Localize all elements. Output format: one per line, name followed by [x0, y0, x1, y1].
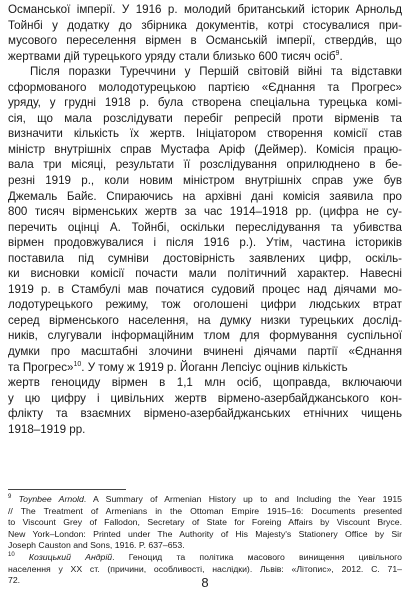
- text-line: лодотурецького режиму, тож оголошені цифри людських втрат: [8, 298, 402, 312]
- text-line: Османської імперії. У 1916 р. молодий британський історик Арнольд: [8, 3, 402, 16]
- text-line: перечить оцінці А. Тойнбі, оскільки переслідування та убивства: [8, 220, 402, 234]
- page-number: 8: [201, 575, 209, 590]
- footnote-ref-10[interactable]: 10: [73, 360, 82, 368]
- text-line: поставила під сумніви достовірність заявлених цифр, оскіль-: [8, 251, 402, 265]
- text-fragment: . У тому ж 1919 р. Йоганн Лепсіус оцінив кількість: [81, 360, 348, 374]
- footnote-line: to Viscount Grey of Fallodon, Secretary of State for Foreing Affairs by Viscount Bryce.: [8, 517, 402, 528]
- text-line: [8, 49, 402, 65]
- text-fragment: жертвами дій турецького уряду стали близько 600 тисяч осіб: [8, 49, 336, 63]
- footnotes: [8, 494, 402, 587]
- footnote-line: New York–London: Printed under The Authority of His Majesty's Stationery Office by Sir: [8, 528, 402, 539]
- footnote-text: . A Summary of Armenian History up to and Including the Year 1915: [83, 494, 402, 504]
- footnote-author: Козицький Андрій: [28, 551, 113, 562]
- text-line: 1918–1919 рр.: [8, 422, 86, 436]
- text-line: флікту та взаємних вірмено-азербайджанських етнічних чищень: [8, 407, 402, 421]
- text-line: резні 1919 р., коли новим міністром внутрішніх справ уже був: [8, 174, 402, 188]
- footnote-10: [8, 552, 402, 564]
- text-line: у цю цифру і цивільних жертв вірмено-азербайджанського кон-: [8, 391, 402, 405]
- text-line: сія, що мала розслідувати перебіг репресій проти вірменів та: [8, 111, 402, 125]
- footnote-text: . Геноцид та політика масового винищення цивільного: [112, 551, 402, 562]
- text-fragment: .: [339, 49, 343, 63]
- text-line: уряду, у грудні 1918 р. була створена спеціальна турецька комі-: [8, 96, 402, 110]
- text-line: жертв геноциду вірмен в 1,1 млн осіб, щоправда, включаючи: [8, 376, 402, 390]
- footnote-number: 10: [8, 552, 15, 559]
- footnote-ref-9[interactable]: 9: [335, 49, 340, 57]
- text-line: Джемаль Байє. Спираючись на архівні дані комісія заявила про: [8, 189, 402, 203]
- footnote-number: 9: [8, 494, 12, 501]
- text-line: Тойнбі у додатку до збірника документів, котрі стосувалися при-: [8, 18, 402, 32]
- text-line: ки висновки комісії почасти мали політичний характер. Навесні: [8, 267, 402, 281]
- text-line: вала три місяці, результати її розслідування оприлюднено в бе-: [8, 158, 402, 172]
- text-line: думки про масштабні злочини вчинені діячами партії «Єднання: [8, 345, 402, 359]
- text-line: визначити кількість їх жертв. Ініціатором створення комісії став: [8, 127, 402, 141]
- text-line: вірмен продовжувалися і після 1916 р.). Утім, частина істориків: [8, 236, 402, 250]
- main-text: [8, 2, 402, 437]
- footnote-divider: [8, 489, 126, 490]
- footnote-author: Toynbee Arnold: [18, 494, 84, 504]
- text-line: 800 тисяч вірменських жертв за час 1914–1918 рр. (цифра не су-: [8, 205, 402, 219]
- footnote-line: Joseph Causton and Sons, 1916. P. 637–653.: [8, 540, 185, 551]
- text-line: 1919 р. в Стамбулі мав початися судовий процес над діячами мо-: [8, 282, 402, 296]
- text-fragment: та Прогрес»: [8, 360, 74, 374]
- footnote-line: // The Treatment of Armenians in the Ottoman Empire 1915–16: Documents presented: [8, 505, 402, 516]
- text-line: міністр внутрішніх справ Мустафа Аріф (Деймер). Комісія працю-: [8, 142, 402, 156]
- text-line: ників, слугували інформаційним тлом для формування суспільної: [8, 329, 402, 343]
- footnote-line: населення у ХХ ст. (причини, особливості, наслідки). Львів: «Літопис», 2012. С. 71–: [8, 563, 402, 574]
- footnote-line: 72.: [8, 575, 21, 586]
- text-line: серед вірменського населення, на думку низки турецьких дослід-: [8, 313, 402, 327]
- text-line: мусового переселення вірмен в Османській імперії, стверди́в, що: [8, 34, 402, 48]
- paragraph-start: Після поразки Туреччини у Першій світовій війні та відставки: [30, 65, 402, 79]
- text-line: [8, 360, 402, 376]
- footnote-9: [8, 494, 402, 506]
- text-line: сформованого молодотурецькою партією «Єднання та Прогрес»: [8, 80, 402, 94]
